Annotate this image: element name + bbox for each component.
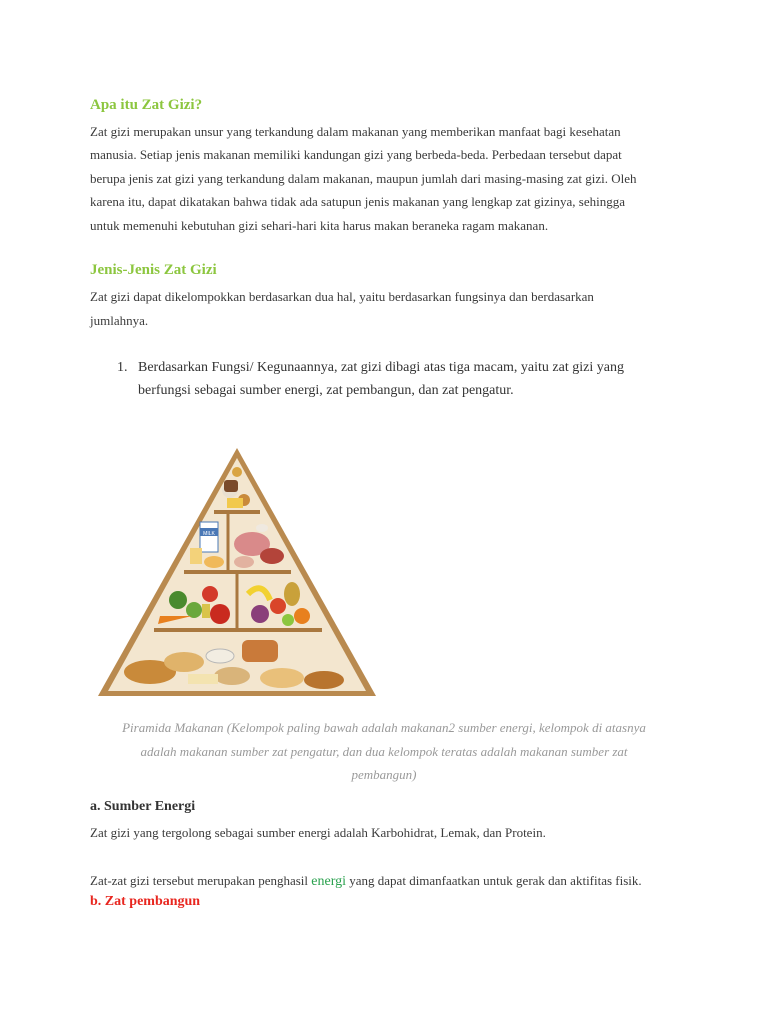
highlighted-word-energi: energi (311, 874, 347, 889)
list-text-line: berfungsi sebagai sumber energi, zat pembangun, dan zat pengatur. (138, 383, 514, 398)
text-run: Zat-zat gizi tersebut merupakan penghasil (90, 873, 312, 888)
section-heading-jenis-zat-gizi: Jenis-Jenis Zat Gizi (90, 262, 217, 278)
section-heading-zat-gizi: Apa itu Zat Gizi? (90, 97, 203, 113)
milk-label: MILK (203, 531, 215, 537)
paragraph-line: karena itu, dapat dikatakan bahwa tidak ada satupun jenis makanan yang lengkap zat gizinya, sehingga (90, 194, 625, 209)
list-text-line: Berdasarkan Fungsi/ Kegunaannya, zat gizi dibagi atas tiga macam, yaitu zat gizi yang (138, 360, 624, 375)
paragraph-line: Zat gizi dapat dikelompokkan berdasarkan dua hal, yaitu berdasarkan fungsinya dan berdasarkan (90, 289, 594, 304)
text-run: yang dapat dimanfaatkan untuk gerak dan aktifitas fisik. (346, 873, 642, 888)
caption-line: pembangun) (351, 767, 417, 782)
subheading-zat-pembangun: b. Zat pembangun (90, 894, 201, 909)
subheading-sumber-energi: a. Sumber Energi (90, 799, 196, 814)
paragraph-line: berupa jenis zat gizi yang terkandung dalam makanan, maupun jumlah dari masing-masing zat gizi. Oleh (90, 171, 637, 186)
paragraph-line: jumlahnya. (90, 313, 149, 328)
paragraph-line: manusia. Setiap jenis makanan memiliki kandungan gizi yang berbeda-beda. Perbedaan tersebut dapat (90, 147, 622, 162)
paragraph-line: untuk memenuhi kebutuhan gizi sehari-hari kita harus makan beraneka ragam makanan. (90, 218, 549, 233)
paragraph-energi (90, 869, 690, 894)
paragraph-sumber-energi: Zat gizi yang tergolong sebagai sumber energi adalah Karbohidrat, Lemak, dan Protein. (90, 825, 546, 840)
numbered-list-item (117, 356, 657, 402)
caption-line: adalah makanan sumber zat pengatur, dan dua kelompok teratas adalah makanan sumber zat (140, 744, 628, 759)
list-number: 1. (117, 360, 128, 375)
paragraph-line: Zat gizi merupakan unsur yang terkandung dalam makanan yang memberikan manfaat bagi kesehatan (90, 124, 621, 139)
food-pyramid-image (92, 444, 382, 700)
caption-line: Piramida Makanan (Kelompok paling bawah adalah makanan2 sumber energi, kelompok di atasnya (122, 720, 646, 735)
